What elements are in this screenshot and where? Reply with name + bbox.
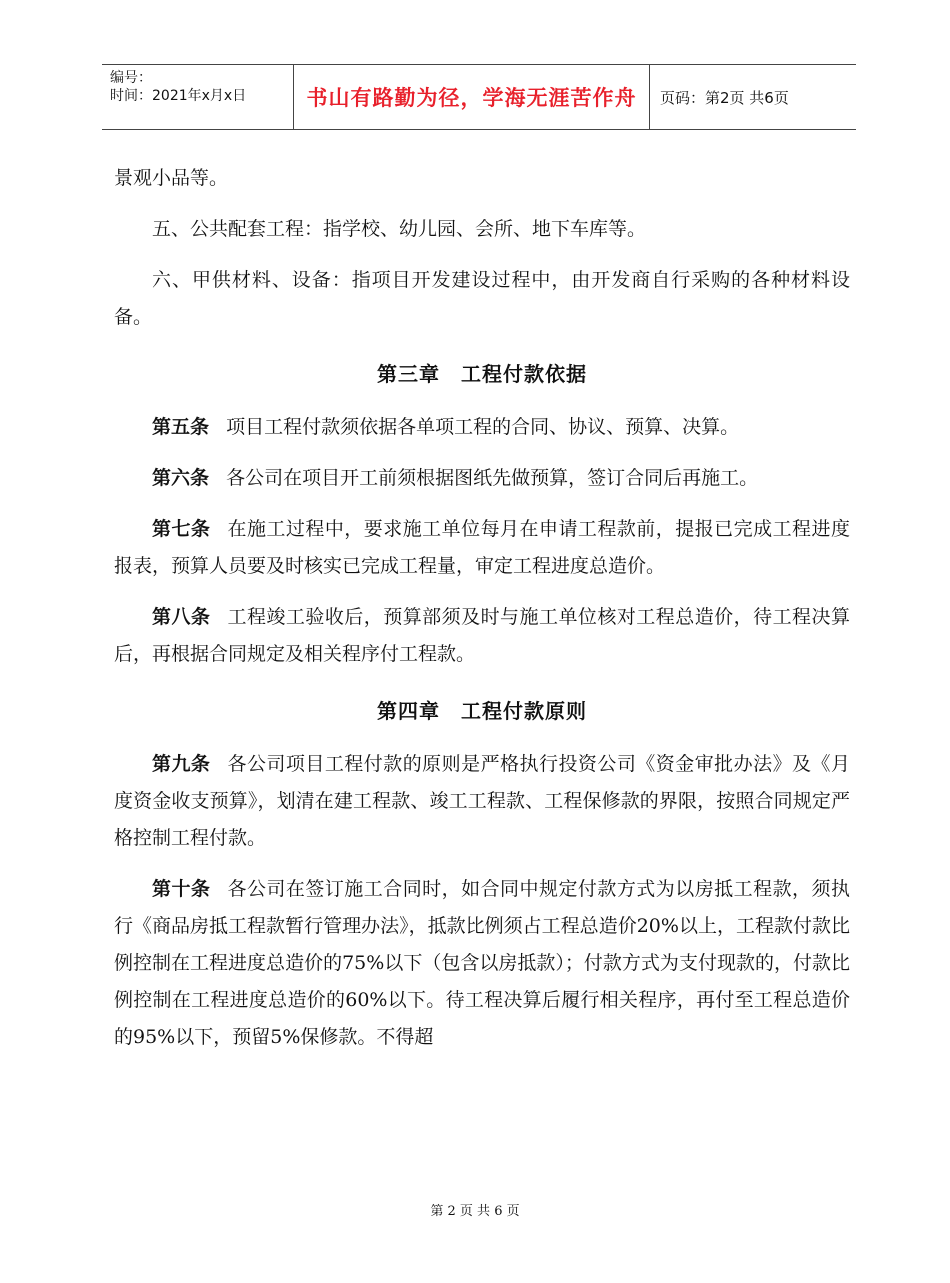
header-meta [102, 65, 294, 129]
article-9-label: 第九条 [152, 753, 211, 775]
article-6-text: 各公司在项目开工前须根据图纸先做预算，签订合同后再施工。 [226, 467, 759, 489]
document-body [114, 160, 850, 1070]
header-page-info: 页码：第2页 共6页 [660, 88, 789, 107]
article-7-label: 第七条 [152, 518, 211, 540]
code-label: 编号： [110, 70, 152, 86]
paragraph-item-6: 六、甲供材料、设备：指项目开发建设过程中，由开发商自行采购的各种材料设备。 [114, 269, 850, 328]
article-9 [114, 746, 850, 857]
chapter-3-heading: 第三章 工程付款依据 [377, 362, 587, 386]
page-footer: 第 2 页 共 6 页 [430, 1204, 520, 1219]
chapter-4-heading: 第四章 工程付款原则 [377, 699, 587, 723]
article-10-label: 第十条 [152, 878, 211, 900]
article-5-text: 项目工程付款须依据各单项工程的合同、协议、预算、决算。 [226, 416, 740, 438]
page-header [102, 64, 856, 130]
time-label: 时间：2021年x月x日 [110, 88, 247, 104]
article-5 [114, 409, 850, 446]
article-6 [114, 460, 850, 497]
article-8 [114, 599, 850, 673]
article-8-label: 第八条 [152, 606, 211, 628]
article-9-text: 各公司项目工程付款的原则是严格执行投资公司《资金审批办法》及《月度资金收支预算》，划清在建工程款、竣工工程款、工程保修款的界限，按照合同规定严格控制工程付款。 [114, 753, 850, 849]
article-6-label: 第六条 [152, 467, 210, 489]
article-7-text: 在施工过程中，要求施工单位每月在申请工程款前，提报已完成工程进度报表，预算人员要及时核实已完成工程量，审定工程进度总造价。 [114, 518, 850, 577]
article-5-label: 第五条 [152, 416, 210, 438]
header-motto: 书山有路勤为径，学海无涯苦作舟 [294, 65, 650, 129]
article-7 [114, 511, 850, 585]
paragraph-continuation: 景观小品等。 [114, 167, 229, 189]
article-8-text: 工程竣工验收后，预算部须及时与施工单位核对工程总造价，待工程决算后，再根据合同规定及相关程序付工程款。 [114, 606, 850, 665]
article-10-text: 各公司在签订施工合同时，如合同中规定付款方式为以房抵工程款，须执行《商品房抵工程款暂行管理办法》，抵款比例须占工程总造价20%以上，工程款付款比例控制在工程进度总造价的75%以下（包含以房抵款）；付款方式为支付现款的，付款比例控制在工程进度总造价的60%以下。待工程决算后履行相关程序，再付至工程总造价的95%以下，预留5%保修款。不得超 [114, 878, 850, 1048]
paragraph-item-5: 五、公共配套工程：指学校、幼儿园、会所、地下车库等。 [152, 218, 647, 240]
article-10 [114, 871, 850, 1056]
